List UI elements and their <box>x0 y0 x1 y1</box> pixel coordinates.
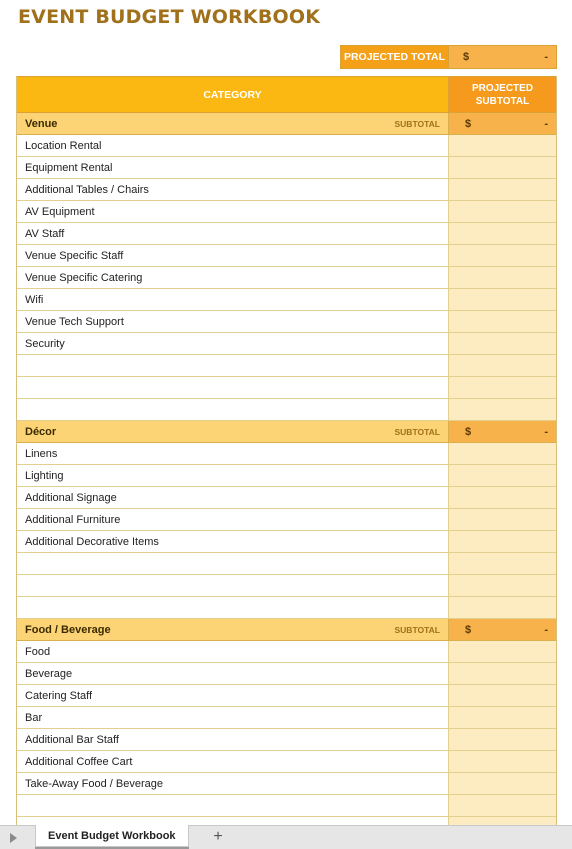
budget-rows <box>17 113 556 839</box>
item-subtotal-cell[interactable] <box>449 685 556 706</box>
item-subtotal-cell[interactable] <box>449 157 556 178</box>
item-subtotal-cell[interactable] <box>449 465 556 486</box>
item-name-cell[interactable]: Additional Tables / Chairs <box>17 179 449 200</box>
item-name-cell[interactable]: Beverage <box>17 663 449 684</box>
item-name-cell[interactable]: Equipment Rental <box>17 157 449 178</box>
item-name-cell[interactable] <box>17 553 449 574</box>
item-subtotal-cell[interactable] <box>449 377 556 398</box>
projected-total-value: - <box>544 51 548 63</box>
play-arrow-icon[interactable] <box>10 833 17 843</box>
item-subtotal-cell[interactable] <box>449 531 556 552</box>
table-row <box>17 267 556 289</box>
item-subtotal-cell[interactable] <box>449 267 556 288</box>
table-row <box>17 729 556 751</box>
item-name-cell[interactable]: Food <box>17 641 449 662</box>
section-subtotal-currency: $ <box>465 425 472 438</box>
item-name-cell[interactable]: Location Rental <box>17 135 449 156</box>
item-name-cell[interactable]: Additional Signage <box>17 487 449 508</box>
section-subtotal-cell[interactable] <box>449 113 556 134</box>
table-row <box>17 663 556 685</box>
section-header-row <box>17 421 556 443</box>
table-row <box>17 245 556 267</box>
projected-total-label: PROJECTED TOTAL <box>341 46 449 68</box>
projected-header-line2: SUBTOTAL <box>475 95 530 107</box>
item-name-cell[interactable]: Take-Away Food / Beverage <box>17 773 449 794</box>
item-name-cell[interactable]: Additional Furniture <box>17 509 449 530</box>
item-subtotal-cell[interactable] <box>449 135 556 156</box>
subtotal-label: SUBTOTAL <box>394 426 440 437</box>
table-row <box>17 751 556 773</box>
table-row <box>17 531 556 553</box>
item-subtotal-cell[interactable] <box>449 509 556 530</box>
section-subtotal-currency: $ <box>465 117 472 130</box>
table-row <box>17 377 556 399</box>
item-subtotal-cell[interactable] <box>449 201 556 222</box>
table-row <box>17 487 556 509</box>
table-row <box>17 135 556 157</box>
section-subtotal-currency: $ <box>465 623 472 636</box>
table-row <box>17 289 556 311</box>
item-subtotal-cell[interactable] <box>449 553 556 574</box>
table-row <box>17 707 556 729</box>
budget-sheet <box>16 76 557 839</box>
column-header-row <box>17 76 556 113</box>
projected-total-cell[interactable] <box>449 46 556 68</box>
section-name: Venue <box>25 117 58 130</box>
item-subtotal-cell[interactable] <box>449 487 556 508</box>
table-row <box>17 443 556 465</box>
section-header-row <box>17 113 556 135</box>
item-subtotal-cell[interactable] <box>449 179 556 200</box>
projected-header-line1: PROJECTED <box>471 82 534 94</box>
subtotal-label: SUBTOTAL <box>394 118 440 129</box>
item-name-cell[interactable]: Venue Tech Support <box>17 311 449 332</box>
section-subtotal-cell[interactable] <box>449 421 556 442</box>
item-subtotal-cell[interactable] <box>449 773 556 794</box>
table-row <box>17 311 556 333</box>
section-header-row <box>17 619 556 641</box>
item-subtotal-cell[interactable] <box>449 707 556 728</box>
table-row <box>17 355 556 377</box>
section-category-cell[interactable] <box>17 421 449 442</box>
table-row <box>17 641 556 663</box>
table-row <box>17 179 556 201</box>
section-name: Décor <box>25 425 57 438</box>
table-row <box>17 553 556 575</box>
table-row <box>17 201 556 223</box>
table-row <box>17 795 556 817</box>
item-name-cell[interactable]: AV Equipment <box>17 201 449 222</box>
section-category-cell[interactable] <box>17 113 449 134</box>
table-row <box>17 575 556 597</box>
item-name-cell[interactable]: Lighting <box>17 465 449 486</box>
item-name-cell[interactable] <box>17 377 449 398</box>
item-subtotal-cell[interactable] <box>449 597 556 618</box>
section-subtotal-cell[interactable] <box>449 619 556 640</box>
item-name-cell[interactable]: Venue Specific Catering <box>17 267 449 288</box>
item-subtotal-cell[interactable] <box>449 289 556 310</box>
table-row <box>17 509 556 531</box>
section-name: Food / Beverage <box>25 623 111 636</box>
item-subtotal-cell[interactable] <box>449 729 556 750</box>
item-subtotal-cell[interactable] <box>449 355 556 376</box>
subtotal-label: SUBTOTAL <box>394 624 440 635</box>
sheet-tab-event-budget[interactable]: Event Budget Workbook <box>35 825 189 847</box>
item-subtotal-cell[interactable] <box>449 223 556 244</box>
table-row <box>17 465 556 487</box>
item-subtotal-cell[interactable] <box>449 575 556 596</box>
item-name-cell[interactable]: Additional Coffee Cart <box>17 751 449 772</box>
table-row <box>17 157 556 179</box>
item-subtotal-cell[interactable] <box>449 399 556 420</box>
table-row <box>17 773 556 795</box>
item-name-cell[interactable]: Linens <box>17 443 449 464</box>
item-subtotal-cell[interactable] <box>449 751 556 772</box>
item-subtotal-cell[interactable] <box>449 333 556 354</box>
item-name-cell[interactable] <box>17 795 449 816</box>
projected-total-row <box>340 45 557 69</box>
item-name-cell[interactable]: Additional Bar Staff <box>17 729 449 750</box>
item-name-cell[interactable]: AV Staff <box>17 223 449 244</box>
table-row <box>17 399 556 421</box>
table-row <box>17 597 556 619</box>
item-name-cell[interactable]: Bar <box>17 707 449 728</box>
section-subtotal-value: - <box>544 117 548 130</box>
item-subtotal-cell[interactable] <box>449 245 556 266</box>
page-title: EVENT BUDGET WORKBOOK <box>18 6 321 28</box>
section-category-cell[interactable] <box>17 619 449 640</box>
item-name-cell[interactable]: Additional Decorative Items <box>17 531 449 552</box>
item-name-cell[interactable] <box>17 597 449 618</box>
table-row <box>17 685 556 707</box>
item-name-cell[interactable]: Venue Specific Staff <box>17 245 449 266</box>
item-name-cell[interactable]: Catering Staff <box>17 685 449 706</box>
projected-subtotal-header <box>449 77 556 112</box>
projected-total-currency: $ <box>463 51 470 63</box>
item-subtotal-cell[interactable] <box>449 795 556 816</box>
item-name-cell[interactable] <box>17 575 449 596</box>
section-subtotal-value: - <box>544 623 548 636</box>
item-subtotal-cell[interactable] <box>449 641 556 662</box>
add-sheet-icon[interactable]: + <box>213 828 223 845</box>
section-subtotal-value: - <box>544 425 548 438</box>
item-name-cell[interactable] <box>17 355 449 376</box>
item-subtotal-cell[interactable] <box>449 663 556 684</box>
item-subtotal-cell[interactable] <box>449 311 556 332</box>
table-row <box>17 223 556 245</box>
item-name-cell[interactable]: Security <box>17 333 449 354</box>
item-name-cell[interactable] <box>17 399 449 420</box>
table-row <box>17 333 556 355</box>
item-subtotal-cell[interactable] <box>449 443 556 464</box>
item-name-cell[interactable]: Wifi <box>17 289 449 310</box>
sheet-tab-bar <box>0 825 572 849</box>
category-header: CATEGORY <box>17 77 449 112</box>
